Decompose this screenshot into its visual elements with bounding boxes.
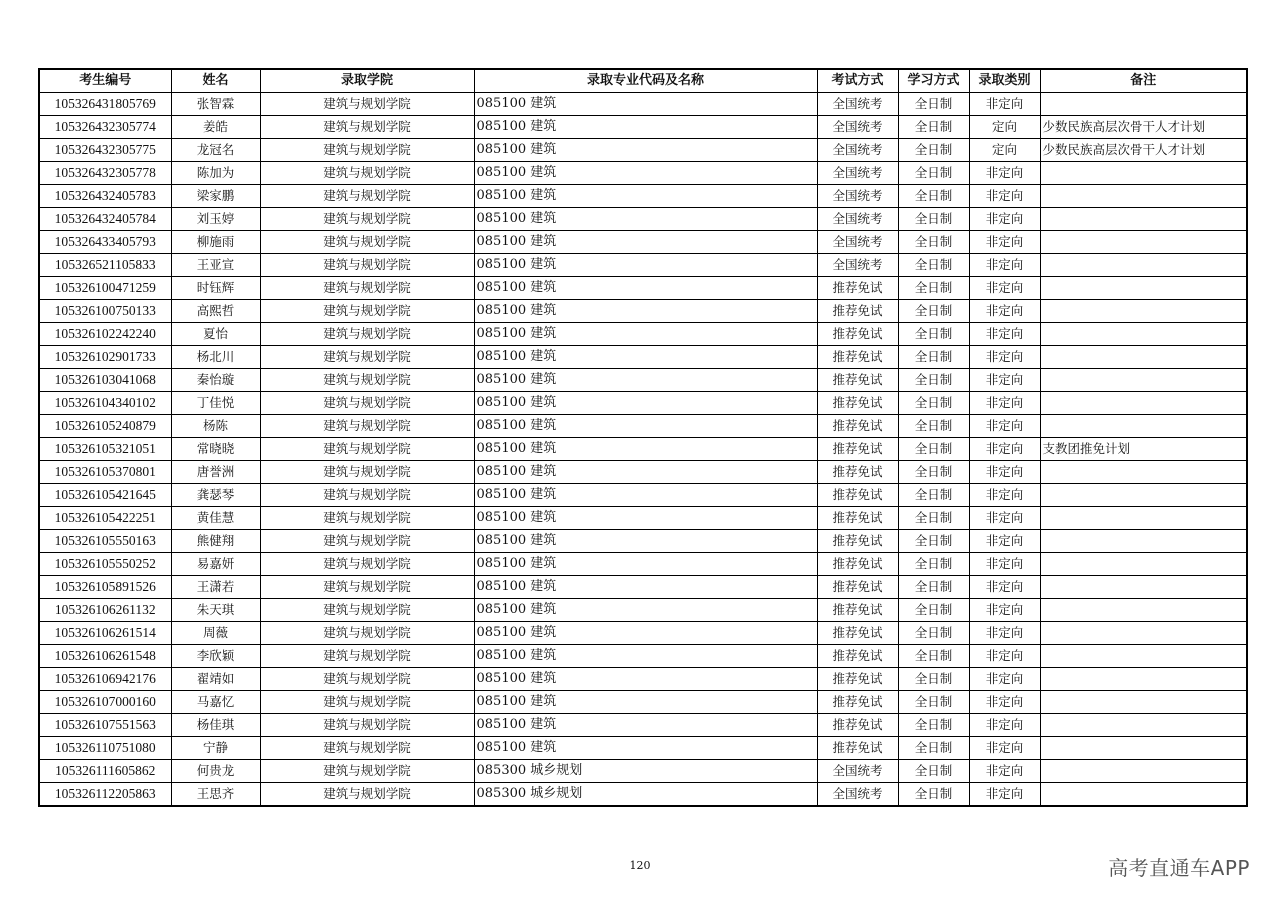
cell-major: 085100 建筑 (474, 714, 817, 737)
cell-admission-type: 非定向 (969, 323, 1040, 346)
cell-study-mode: 全日制 (898, 484, 969, 507)
cell-remarks (1040, 162, 1247, 185)
cell-candidate-id: 105326111605862 (39, 760, 171, 783)
cell-college: 建筑与规划学院 (260, 553, 474, 576)
cell-remarks (1040, 346, 1247, 369)
cell-name: 刘玉婷 (171, 208, 260, 231)
table-row (39, 277, 1247, 300)
table-row (39, 668, 1247, 691)
cell-remarks (1040, 93, 1247, 116)
cell-name: 张智霖 (171, 93, 260, 116)
cell-candidate-id: 105326432305775 (39, 139, 171, 162)
cell-name: 翟靖如 (171, 668, 260, 691)
cell-remarks (1040, 599, 1247, 622)
cell-study-mode: 全日制 (898, 369, 969, 392)
cell-exam-method: 推荐免试 (817, 668, 898, 691)
cell-major: 085100 建筑 (474, 622, 817, 645)
cell-college: 建筑与规划学院 (260, 415, 474, 438)
cell-college: 建筑与规划学院 (260, 231, 474, 254)
table-row (39, 162, 1247, 185)
cell-major: 085100 建筑 (474, 208, 817, 231)
table-row (39, 760, 1247, 783)
cell-name: 梁家鹏 (171, 185, 260, 208)
cell-admission-type: 非定向 (969, 783, 1040, 807)
cell-admission-type: 非定向 (969, 714, 1040, 737)
cell-name: 杨陈 (171, 415, 260, 438)
cell-candidate-id: 105326105891526 (39, 576, 171, 599)
cell-study-mode: 全日制 (898, 415, 969, 438)
cell-candidate-id: 105326103041068 (39, 369, 171, 392)
cell-major: 085100 建筑 (474, 300, 817, 323)
cell-admission-type: 非定向 (969, 254, 1040, 277)
cell-exam-method: 推荐免试 (817, 438, 898, 461)
cell-name: 龙冠名 (171, 139, 260, 162)
page-number: 120 (629, 859, 651, 872)
cell-candidate-id: 105326431805769 (39, 93, 171, 116)
cell-exam-method: 推荐免试 (817, 461, 898, 484)
cell-exam-method: 推荐免试 (817, 415, 898, 438)
cell-exam-method: 推荐免试 (817, 576, 898, 599)
cell-admission-type: 非定向 (969, 300, 1040, 323)
cell-remarks (1040, 231, 1247, 254)
cell-study-mode: 全日制 (898, 714, 969, 737)
cell-remarks (1040, 300, 1247, 323)
cell-candidate-id: 105326432405784 (39, 208, 171, 231)
watermark-text: 高考直通车APP (1108, 856, 1250, 880)
cell-exam-method: 推荐免试 (817, 714, 898, 737)
cell-study-mode: 全日制 (898, 553, 969, 576)
cell-study-mode: 全日制 (898, 507, 969, 530)
table-row (39, 392, 1247, 415)
cell-major: 085100 建筑 (474, 369, 817, 392)
cell-college: 建筑与规划学院 (260, 530, 474, 553)
cell-exam-method: 全国统考 (817, 185, 898, 208)
cell-college: 建筑与规划学院 (260, 783, 474, 807)
table-body (39, 93, 1247, 807)
header-remarks: 备注 (1040, 69, 1247, 93)
cell-remarks (1040, 553, 1247, 576)
cell-remarks (1040, 622, 1247, 645)
cell-college: 建筑与规划学院 (260, 162, 474, 185)
cell-exam-method: 推荐免试 (817, 277, 898, 300)
cell-college: 建筑与规划学院 (260, 691, 474, 714)
cell-candidate-id: 105326106261548 (39, 645, 171, 668)
cell-name: 黄佳慧 (171, 507, 260, 530)
cell-remarks (1040, 185, 1247, 208)
cell-name: 唐誉洲 (171, 461, 260, 484)
cell-name: 王亚宣 (171, 254, 260, 277)
cell-major: 085100 建筑 (474, 461, 817, 484)
cell-remarks (1040, 254, 1247, 277)
cell-study-mode: 全日制 (898, 691, 969, 714)
table-row (39, 185, 1247, 208)
table-row (39, 438, 1247, 461)
cell-major: 085100 建筑 (474, 645, 817, 668)
cell-major: 085300 城乡规划 (474, 760, 817, 783)
cell-major: 085100 建筑 (474, 438, 817, 461)
cell-admission-type: 非定向 (969, 208, 1040, 231)
cell-remarks (1040, 645, 1247, 668)
cell-exam-method: 推荐免试 (817, 553, 898, 576)
table-row (39, 139, 1247, 162)
cell-name: 常晓晓 (171, 438, 260, 461)
cell-study-mode: 全日制 (898, 93, 969, 116)
cell-exam-method: 全国统考 (817, 93, 898, 116)
cell-exam-method: 全国统考 (817, 208, 898, 231)
cell-admission-type: 非定向 (969, 461, 1040, 484)
cell-admission-type: 非定向 (969, 369, 1040, 392)
cell-remarks (1040, 783, 1247, 807)
cell-name: 何贵龙 (171, 760, 260, 783)
cell-major: 085300 城乡规划 (474, 783, 817, 807)
cell-name: 柳施雨 (171, 231, 260, 254)
cell-college: 建筑与规划学院 (260, 714, 474, 737)
cell-college: 建筑与规划学院 (260, 507, 474, 530)
cell-exam-method: 推荐免试 (817, 346, 898, 369)
cell-college: 建筑与规划学院 (260, 323, 474, 346)
table-row (39, 645, 1247, 668)
cell-candidate-id: 105326100471259 (39, 277, 171, 300)
cell-exam-method: 全国统考 (817, 162, 898, 185)
cell-remarks (1040, 691, 1247, 714)
cell-exam-method: 推荐免试 (817, 737, 898, 760)
cell-candidate-id: 105326433405793 (39, 231, 171, 254)
table-row (39, 783, 1247, 807)
cell-name: 陈加为 (171, 162, 260, 185)
cell-major: 085100 建筑 (474, 691, 817, 714)
cell-college: 建筑与规划学院 (260, 254, 474, 277)
cell-exam-method: 推荐免试 (817, 484, 898, 507)
cell-exam-method: 全国统考 (817, 116, 898, 139)
cell-exam-method: 全国统考 (817, 783, 898, 807)
cell-remarks (1040, 369, 1247, 392)
cell-candidate-id: 105326100750133 (39, 300, 171, 323)
table-row (39, 484, 1247, 507)
cell-major: 085100 建筑 (474, 484, 817, 507)
cell-exam-method: 推荐免试 (817, 507, 898, 530)
cell-major: 085100 建筑 (474, 277, 817, 300)
cell-candidate-id: 105326105370801 (39, 461, 171, 484)
cell-college: 建筑与规划学院 (260, 461, 474, 484)
cell-candidate-id: 105326104340102 (39, 392, 171, 415)
cell-college: 建筑与规划学院 (260, 277, 474, 300)
cell-admission-type: 非定向 (969, 576, 1040, 599)
cell-remarks (1040, 507, 1247, 530)
cell-admission-type: 非定向 (969, 231, 1040, 254)
cell-major: 085100 建筑 (474, 507, 817, 530)
cell-name: 杨佳琪 (171, 714, 260, 737)
cell-major: 085100 建筑 (474, 599, 817, 622)
header-exam-method: 考试方式 (817, 69, 898, 93)
cell-name: 宁静 (171, 737, 260, 760)
cell-study-mode: 全日制 (898, 231, 969, 254)
cell-study-mode: 全日制 (898, 346, 969, 369)
cell-remarks (1040, 392, 1247, 415)
cell-major: 085100 建筑 (474, 116, 817, 139)
cell-exam-method: 推荐免试 (817, 599, 898, 622)
cell-study-mode: 全日制 (898, 645, 969, 668)
cell-study-mode: 全日制 (898, 323, 969, 346)
cell-study-mode: 全日制 (898, 438, 969, 461)
cell-exam-method: 推荐免试 (817, 392, 898, 415)
cell-study-mode: 全日制 (898, 392, 969, 415)
table-row (39, 576, 1247, 599)
cell-admission-type: 非定向 (969, 622, 1040, 645)
cell-admission-type: 非定向 (969, 760, 1040, 783)
header-candidate-id: 考生编号 (39, 69, 171, 93)
table-row (39, 93, 1247, 116)
cell-major: 085100 建筑 (474, 323, 817, 346)
cell-college: 建筑与规划学院 (260, 737, 474, 760)
cell-college: 建筑与规划学院 (260, 346, 474, 369)
cell-admission-type: 非定向 (969, 553, 1040, 576)
table-row (39, 116, 1247, 139)
cell-candidate-id: 105326106942176 (39, 668, 171, 691)
cell-name: 李欣颖 (171, 645, 260, 668)
cell-name: 王潇若 (171, 576, 260, 599)
cell-remarks (1040, 737, 1247, 760)
table-row (39, 691, 1247, 714)
cell-admission-type: 定向 (969, 139, 1040, 162)
cell-name: 朱天琪 (171, 599, 260, 622)
cell-major: 085100 建筑 (474, 346, 817, 369)
cell-admission-type: 非定向 (969, 645, 1040, 668)
cell-major: 085100 建筑 (474, 553, 817, 576)
cell-study-mode: 全日制 (898, 668, 969, 691)
header-major: 录取专业代码及名称 (474, 69, 817, 93)
cell-college: 建筑与规划学院 (260, 392, 474, 415)
table-row (39, 530, 1247, 553)
cell-admission-type: 非定向 (969, 530, 1040, 553)
cell-remarks (1040, 461, 1247, 484)
cell-study-mode: 全日制 (898, 300, 969, 323)
cell-college: 建筑与规划学院 (260, 300, 474, 323)
header-admission-type: 录取类别 (969, 69, 1040, 93)
cell-exam-method: 推荐免试 (817, 530, 898, 553)
cell-name: 丁佳悦 (171, 392, 260, 415)
header-name: 姓名 (171, 69, 260, 93)
cell-admission-type: 非定向 (969, 668, 1040, 691)
cell-college: 建筑与规划学院 (260, 668, 474, 691)
cell-remarks (1040, 576, 1247, 599)
cell-candidate-id: 105326106261514 (39, 622, 171, 645)
cell-admission-type: 非定向 (969, 691, 1040, 714)
cell-college: 建筑与规划学院 (260, 185, 474, 208)
cell-candidate-id: 105326106261132 (39, 599, 171, 622)
cell-study-mode: 全日制 (898, 254, 969, 277)
table-row (39, 622, 1247, 645)
cell-exam-method: 全国统考 (817, 139, 898, 162)
cell-candidate-id: 105326105321051 (39, 438, 171, 461)
cell-name: 夏怡 (171, 323, 260, 346)
table-header-row (39, 69, 1247, 93)
cell-name: 熊健翔 (171, 530, 260, 553)
cell-candidate-id: 105326105240879 (39, 415, 171, 438)
cell-exam-method: 推荐免试 (817, 300, 898, 323)
table-row (39, 507, 1247, 530)
cell-admission-type: 非定向 (969, 185, 1040, 208)
cell-study-mode: 全日制 (898, 530, 969, 553)
cell-major: 085100 建筑 (474, 576, 817, 599)
admission-table (38, 68, 1248, 807)
cell-candidate-id: 105326432405783 (39, 185, 171, 208)
table-row (39, 346, 1247, 369)
cell-candidate-id: 105326105550163 (39, 530, 171, 553)
table-row (39, 300, 1247, 323)
cell-admission-type: 非定向 (969, 162, 1040, 185)
cell-candidate-id: 105326102901733 (39, 346, 171, 369)
cell-exam-method: 全国统考 (817, 231, 898, 254)
cell-admission-type: 非定向 (969, 415, 1040, 438)
cell-remarks (1040, 208, 1247, 231)
cell-admission-type: 非定向 (969, 438, 1040, 461)
cell-remarks (1040, 668, 1247, 691)
table-row (39, 208, 1247, 231)
cell-exam-method: 全国统考 (817, 760, 898, 783)
cell-remarks: 少数民族高层次骨干人才计划 (1040, 116, 1247, 139)
cell-remarks: 支教团推免计划 (1040, 438, 1247, 461)
cell-candidate-id: 105326102242240 (39, 323, 171, 346)
cell-candidate-id: 105326107551563 (39, 714, 171, 737)
cell-candidate-id: 105326432305774 (39, 116, 171, 139)
cell-study-mode: 全日制 (898, 760, 969, 783)
cell-exam-method: 推荐免试 (817, 622, 898, 645)
cell-study-mode: 全日制 (898, 461, 969, 484)
cell-study-mode: 全日制 (898, 208, 969, 231)
cell-exam-method: 推荐免试 (817, 369, 898, 392)
cell-candidate-id: 105326112205863 (39, 783, 171, 807)
cell-college: 建筑与规划学院 (260, 599, 474, 622)
cell-college: 建筑与规划学院 (260, 369, 474, 392)
cell-college: 建筑与规划学院 (260, 645, 474, 668)
cell-name: 王思齐 (171, 783, 260, 807)
cell-remarks (1040, 760, 1247, 783)
cell-name: 龚瑟琴 (171, 484, 260, 507)
cell-name: 易嘉妍 (171, 553, 260, 576)
table-row (39, 737, 1247, 760)
cell-candidate-id: 105326105421645 (39, 484, 171, 507)
cell-study-mode: 全日制 (898, 783, 969, 807)
cell-study-mode: 全日制 (898, 185, 969, 208)
cell-major: 085100 建筑 (474, 392, 817, 415)
cell-candidate-id: 105326107000160 (39, 691, 171, 714)
cell-remarks (1040, 714, 1247, 737)
cell-college: 建筑与规划学院 (260, 139, 474, 162)
cell-college: 建筑与规划学院 (260, 93, 474, 116)
cell-candidate-id: 105326521105833 (39, 254, 171, 277)
cell-name: 高熙哲 (171, 300, 260, 323)
cell-candidate-id: 105326105550252 (39, 553, 171, 576)
table-row (39, 415, 1247, 438)
cell-name: 周薇 (171, 622, 260, 645)
cell-admission-type: 非定向 (969, 346, 1040, 369)
cell-admission-type: 定向 (969, 116, 1040, 139)
cell-college: 建筑与规划学院 (260, 484, 474, 507)
cell-name: 秦怡璇 (171, 369, 260, 392)
table-row (39, 231, 1247, 254)
cell-major: 085100 建筑 (474, 415, 817, 438)
cell-remarks (1040, 530, 1247, 553)
cell-remarks (1040, 277, 1247, 300)
cell-study-mode: 全日制 (898, 116, 969, 139)
cell-candidate-id: 105326105422251 (39, 507, 171, 530)
cell-name: 马嘉忆 (171, 691, 260, 714)
table-row (39, 599, 1247, 622)
cell-remarks (1040, 484, 1247, 507)
table-row (39, 254, 1247, 277)
cell-remarks (1040, 323, 1247, 346)
cell-major: 085100 建筑 (474, 668, 817, 691)
cell-admission-type: 非定向 (969, 277, 1040, 300)
cell-major: 085100 建筑 (474, 139, 817, 162)
cell-study-mode: 全日制 (898, 162, 969, 185)
cell-name: 时钰辉 (171, 277, 260, 300)
cell-college: 建筑与规划学院 (260, 576, 474, 599)
cell-exam-method: 推荐免试 (817, 691, 898, 714)
cell-study-mode: 全日制 (898, 599, 969, 622)
cell-major: 085100 建筑 (474, 162, 817, 185)
cell-admission-type: 非定向 (969, 599, 1040, 622)
cell-study-mode: 全日制 (898, 139, 969, 162)
cell-major: 085100 建筑 (474, 530, 817, 553)
cell-admission-type: 非定向 (969, 737, 1040, 760)
table-row (39, 553, 1247, 576)
cell-remarks: 少数民族高层次骨干人才计划 (1040, 139, 1247, 162)
header-study-mode: 学习方式 (898, 69, 969, 93)
cell-study-mode: 全日制 (898, 576, 969, 599)
cell-college: 建筑与规划学院 (260, 760, 474, 783)
cell-admission-type: 非定向 (969, 392, 1040, 415)
table-row (39, 369, 1247, 392)
cell-admission-type: 非定向 (969, 93, 1040, 116)
cell-remarks (1040, 415, 1247, 438)
cell-study-mode: 全日制 (898, 277, 969, 300)
cell-exam-method: 推荐免试 (817, 645, 898, 668)
cell-major: 085100 建筑 (474, 93, 817, 116)
cell-major: 085100 建筑 (474, 254, 817, 277)
header-college: 录取学院 (260, 69, 474, 93)
cell-study-mode: 全日制 (898, 737, 969, 760)
table-row (39, 323, 1247, 346)
table-row (39, 461, 1247, 484)
cell-major: 085100 建筑 (474, 185, 817, 208)
cell-college: 建筑与规划学院 (260, 208, 474, 231)
cell-exam-method: 全国统考 (817, 254, 898, 277)
cell-college: 建筑与规划学院 (260, 438, 474, 461)
cell-major: 085100 建筑 (474, 737, 817, 760)
cell-candidate-id: 105326110751080 (39, 737, 171, 760)
cell-name: 杨北川 (171, 346, 260, 369)
cell-exam-method: 推荐免试 (817, 323, 898, 346)
cell-study-mode: 全日制 (898, 622, 969, 645)
table-row (39, 714, 1247, 737)
cell-candidate-id: 105326432305778 (39, 162, 171, 185)
cell-name: 姜皓 (171, 116, 260, 139)
cell-admission-type: 非定向 (969, 484, 1040, 507)
cell-major: 085100 建筑 (474, 231, 817, 254)
cell-college: 建筑与规划学院 (260, 116, 474, 139)
cell-admission-type: 非定向 (969, 507, 1040, 530)
cell-college: 建筑与规划学院 (260, 622, 474, 645)
